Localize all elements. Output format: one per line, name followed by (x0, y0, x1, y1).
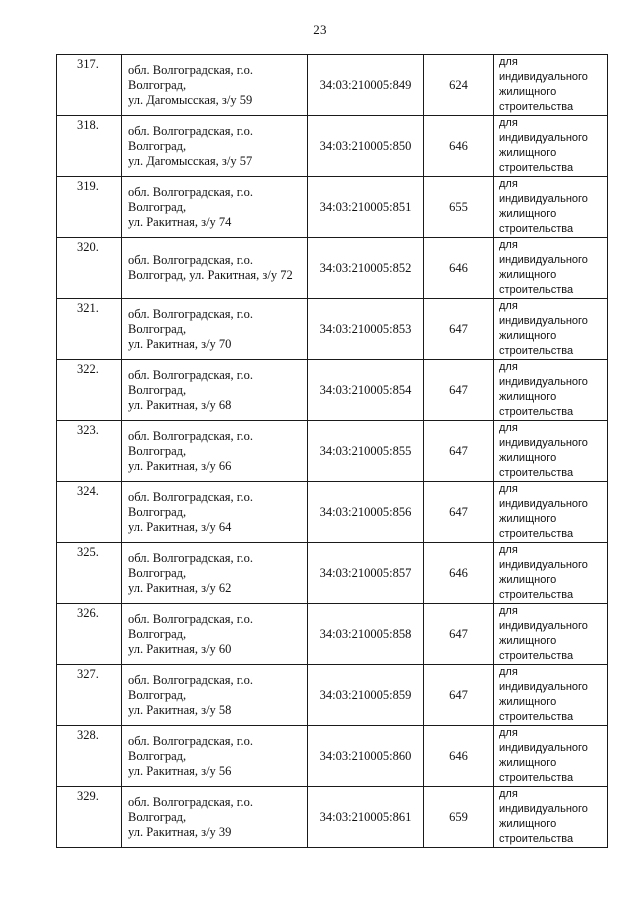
page-number: 23 (313, 22, 327, 37)
plot-area: 659 (424, 787, 494, 848)
cadastral-number: 34:03:210005:850 (308, 116, 424, 177)
permitted-use (494, 665, 607, 725)
address-line: ул. Ракитная, з/у 74 (128, 214, 232, 229)
address-line: обл. Волгоградская, г.о. (128, 367, 253, 382)
permitted-use-line: строительства (499, 833, 574, 845)
permitted-use-cell (494, 299, 608, 360)
address-line: обл. Волгоградская, г.о. (128, 253, 253, 267)
plot-area: 647 (424, 482, 494, 543)
row-number: 324. (77, 484, 99, 498)
permitted-use-line: строительства (499, 223, 574, 235)
address-cell (122, 177, 308, 238)
row-number: 328. (77, 728, 99, 742)
permitted-use (494, 604, 607, 664)
address-line: обл. Волгоградская, г.о. (128, 428, 253, 443)
cadastral-number: 34:03:210005:851 (308, 177, 424, 238)
permitted-use-line: для (499, 666, 518, 678)
cadastral-number: 34:03:210005:860 (308, 726, 424, 787)
address-line: обл. Волгоградская, г.о. (128, 62, 253, 77)
row-number: 319. (77, 179, 99, 193)
row-number-cell (57, 421, 122, 482)
row-number-cell (57, 177, 122, 238)
address (122, 124, 307, 169)
address-line: ул. Ракитная, з/у 58 (128, 702, 232, 717)
permitted-use-cell (494, 238, 608, 299)
row-number-cell (57, 116, 122, 177)
table-row (57, 116, 608, 177)
permitted-use-line: индивидуального (499, 71, 588, 83)
address-cell (122, 299, 308, 360)
address (122, 429, 307, 474)
permitted-use-line: жилищного (499, 147, 557, 159)
row-number-cell (57, 55, 122, 116)
table-row (57, 177, 608, 238)
plot-area: 646 (424, 543, 494, 604)
cadastral-number: 34:03:210005:849 (308, 55, 424, 116)
permitted-use-cell (494, 543, 608, 604)
permitted-use (494, 177, 607, 237)
address-line: обл. Волгоградская, г.о. (128, 184, 253, 199)
address (122, 673, 307, 718)
row-number-cell (57, 726, 122, 787)
table-row (57, 299, 608, 360)
permitted-use-cell (494, 177, 608, 238)
address-line: Волгоград, (128, 77, 187, 92)
permitted-use-cell (494, 482, 608, 543)
permitted-use-line: для (499, 788, 518, 800)
permitted-use-line: для (499, 361, 518, 373)
permitted-use-line: жилищного (499, 757, 557, 769)
cadastral-number: 34:03:210005:853 (308, 299, 424, 360)
address-cell (122, 421, 308, 482)
permitted-use-cell (494, 116, 608, 177)
permitted-use-cell (494, 55, 608, 116)
permitted-use-line: для (499, 727, 518, 739)
address-cell (122, 238, 308, 299)
permitted-use-line: для (499, 422, 518, 434)
permitted-use-line: для (499, 178, 518, 190)
permitted-use-line: жилищного (499, 86, 557, 98)
table-row (57, 482, 608, 543)
row-number-cell (57, 604, 122, 665)
address-line: ул. Ракитная, з/у 62 (128, 580, 232, 595)
plot-area: 647 (424, 665, 494, 726)
permitted-use-line: строительства (499, 589, 574, 601)
permitted-use (494, 116, 607, 176)
permitted-use-line: жилищного (499, 696, 557, 708)
address-line: Волгоград, (128, 809, 187, 824)
permitted-use-line: для (499, 239, 518, 251)
permitted-use-line: для (499, 483, 518, 495)
address-line: обл. Волгоградская, г.о. (128, 489, 253, 504)
permitted-use-line: индивидуального (499, 254, 588, 266)
permitted-use-line: строительства (499, 650, 574, 662)
permitted-use-line: строительства (499, 711, 574, 723)
permitted-use-line: индивидуального (499, 681, 588, 693)
row-number-cell (57, 787, 122, 848)
row-number: 325. (77, 545, 99, 559)
cadastral-number: 34:03:210005:855 (308, 421, 424, 482)
permitted-use (494, 726, 607, 786)
plot-area: 646 (424, 116, 494, 177)
address-line: обл. Волгоградская, г.о. (128, 306, 253, 321)
plot-area: 647 (424, 421, 494, 482)
permitted-use-line: индивидуального (499, 498, 588, 510)
table-row (57, 787, 608, 848)
permitted-use-line: индивидуального (499, 315, 588, 327)
address-cell (122, 360, 308, 421)
permitted-use-line: строительства (499, 772, 574, 784)
address (122, 253, 307, 283)
address (122, 612, 307, 657)
address-line: Волгоград, (128, 443, 187, 458)
permitted-use-line: индивидуального (499, 620, 588, 632)
address (122, 368, 307, 413)
table-row (57, 55, 608, 116)
address-cell (122, 543, 308, 604)
permitted-use (494, 55, 607, 115)
permitted-use-line: жилищного (499, 513, 557, 525)
address-line: ул. Ракитная, з/у 39 (128, 824, 232, 839)
permitted-use-line: строительства (499, 528, 574, 540)
permitted-use-line: для (499, 300, 518, 312)
row-number-cell (57, 665, 122, 726)
address-line: ул. Дагомысская, з/у 59 (128, 92, 253, 107)
permitted-use-line: индивидуального (499, 132, 588, 144)
permitted-use (494, 360, 607, 420)
permitted-use-line: индивидуального (499, 376, 588, 388)
permitted-use-line: жилищного (499, 208, 557, 220)
address-cell (122, 482, 308, 543)
permitted-use-line: индивидуального (499, 742, 588, 754)
permitted-use-line: для (499, 56, 518, 68)
land-plots-table (56, 54, 608, 848)
table-row (57, 360, 608, 421)
plot-area: 647 (424, 604, 494, 665)
address-line: обл. Волгоградская, г.о. (128, 123, 253, 138)
table-body (57, 55, 608, 848)
address-line: Волгоград, (128, 565, 187, 580)
permitted-use-line: строительства (499, 345, 574, 357)
row-number: 317. (77, 57, 99, 71)
row-number: 326. (77, 606, 99, 620)
permitted-use-line: жилищного (499, 391, 557, 403)
permitted-use-line: жилищного (499, 330, 557, 342)
row-number-cell (57, 543, 122, 604)
plot-area: 655 (424, 177, 494, 238)
permitted-use-line: для (499, 605, 518, 617)
row-number: 318. (77, 118, 99, 132)
row-number-cell (57, 360, 122, 421)
permitted-use-line: жилищного (499, 818, 557, 830)
row-number: 321. (77, 301, 99, 315)
address-line: обл. Волгоградская, г.о. (128, 672, 253, 687)
address-line: Волгоград, (128, 199, 187, 214)
row-number-cell (57, 299, 122, 360)
address-cell (122, 604, 308, 665)
address (122, 63, 307, 108)
address-line: Волгоград, ул. Ракитная, з/у 72 (128, 268, 293, 282)
address-line: Волгоград, (128, 321, 187, 336)
permitted-use-line: для (499, 544, 518, 556)
address-line: Волгоград, (128, 138, 187, 153)
cadastral-number: 34:03:210005:852 (308, 238, 424, 299)
table-row (57, 604, 608, 665)
cadastral-number: 34:03:210005:858 (308, 604, 424, 665)
address (122, 490, 307, 535)
plot-area: 624 (424, 55, 494, 116)
permitted-use (494, 238, 607, 298)
address-line: Волгоград, (128, 626, 187, 641)
permitted-use (494, 543, 607, 603)
cadastral-number: 34:03:210005:861 (308, 787, 424, 848)
address (122, 734, 307, 779)
address-cell (122, 726, 308, 787)
permitted-use-line: индивидуального (499, 193, 588, 205)
address (122, 795, 307, 840)
permitted-use (494, 299, 607, 359)
address-line: обл. Волгоградская, г.о. (128, 733, 253, 748)
address-line: ул. Ракитная, з/у 64 (128, 519, 232, 534)
address-line: Волгоград, (128, 504, 187, 519)
permitted-use (494, 421, 607, 481)
address-line: обл. Волгоградская, г.о. (128, 550, 253, 565)
permitted-use-line: для (499, 117, 518, 129)
plot-area: 646 (424, 238, 494, 299)
table-row (57, 665, 608, 726)
row-number: 327. (77, 667, 99, 681)
address-line: ул. Ракитная, з/у 60 (128, 641, 232, 656)
row-number: 329. (77, 789, 99, 803)
permitted-use-line: строительства (499, 162, 574, 174)
address-line: Волгоград, (128, 382, 187, 397)
plot-area: 647 (424, 360, 494, 421)
address-line: обл. Волгоградская, г.о. (128, 611, 253, 626)
row-number: 320. (77, 240, 99, 254)
permitted-use-line: строительства (499, 284, 574, 296)
permitted-use-line: жилищного (499, 574, 557, 586)
address-line: ул. Ракитная, з/у 56 (128, 763, 232, 778)
address-line: обл. Волгоградская, г.о. (128, 794, 253, 809)
permitted-use-cell (494, 421, 608, 482)
permitted-use-cell (494, 726, 608, 787)
permitted-use-line: индивидуального (499, 437, 588, 449)
table-row (57, 726, 608, 787)
address-line: ул. Ракитная, з/у 70 (128, 336, 232, 351)
address-cell (122, 55, 308, 116)
permitted-use-line: индивидуального (499, 559, 588, 571)
address (122, 307, 307, 352)
permitted-use (494, 482, 607, 542)
row-number: 322. (77, 362, 99, 376)
permitted-use-cell (494, 360, 608, 421)
permitted-use-line: строительства (499, 406, 574, 418)
address-line: ул. Ракитная, з/у 66 (128, 458, 232, 473)
permitted-use-line: жилищного (499, 269, 557, 281)
address-line: ул. Ракитная, з/у 68 (128, 397, 232, 412)
row-number: 323. (77, 423, 99, 437)
table-row (57, 238, 608, 299)
address-line: Волгоград, (128, 687, 187, 702)
address-line: Волгоград, (128, 748, 187, 763)
cadastral-number: 34:03:210005:857 (308, 543, 424, 604)
permitted-use-line: жилищного (499, 635, 557, 647)
address (122, 185, 307, 230)
cadastral-number: 34:03:210005:856 (308, 482, 424, 543)
permitted-use-line: строительства (499, 101, 574, 113)
plot-area: 647 (424, 299, 494, 360)
row-number-cell (57, 238, 122, 299)
permitted-use (494, 787, 607, 847)
cadastral-number: 34:03:210005:859 (308, 665, 424, 726)
permitted-use-line: жилищного (499, 452, 557, 464)
address-cell (122, 665, 308, 726)
table-row (57, 543, 608, 604)
row-number-cell (57, 482, 122, 543)
address-line: ул. Дагомысская, з/у 57 (128, 153, 253, 168)
address-cell (122, 116, 308, 177)
permitted-use-line: индивидуального (499, 803, 588, 815)
address (122, 551, 307, 596)
address-cell (122, 787, 308, 848)
permitted-use-line: строительства (499, 467, 574, 479)
permitted-use-cell (494, 604, 608, 665)
table-row (57, 421, 608, 482)
cadastral-number: 34:03:210005:854 (308, 360, 424, 421)
permitted-use-cell (494, 787, 608, 848)
plot-area: 646 (424, 726, 494, 787)
permitted-use-cell (494, 665, 608, 726)
